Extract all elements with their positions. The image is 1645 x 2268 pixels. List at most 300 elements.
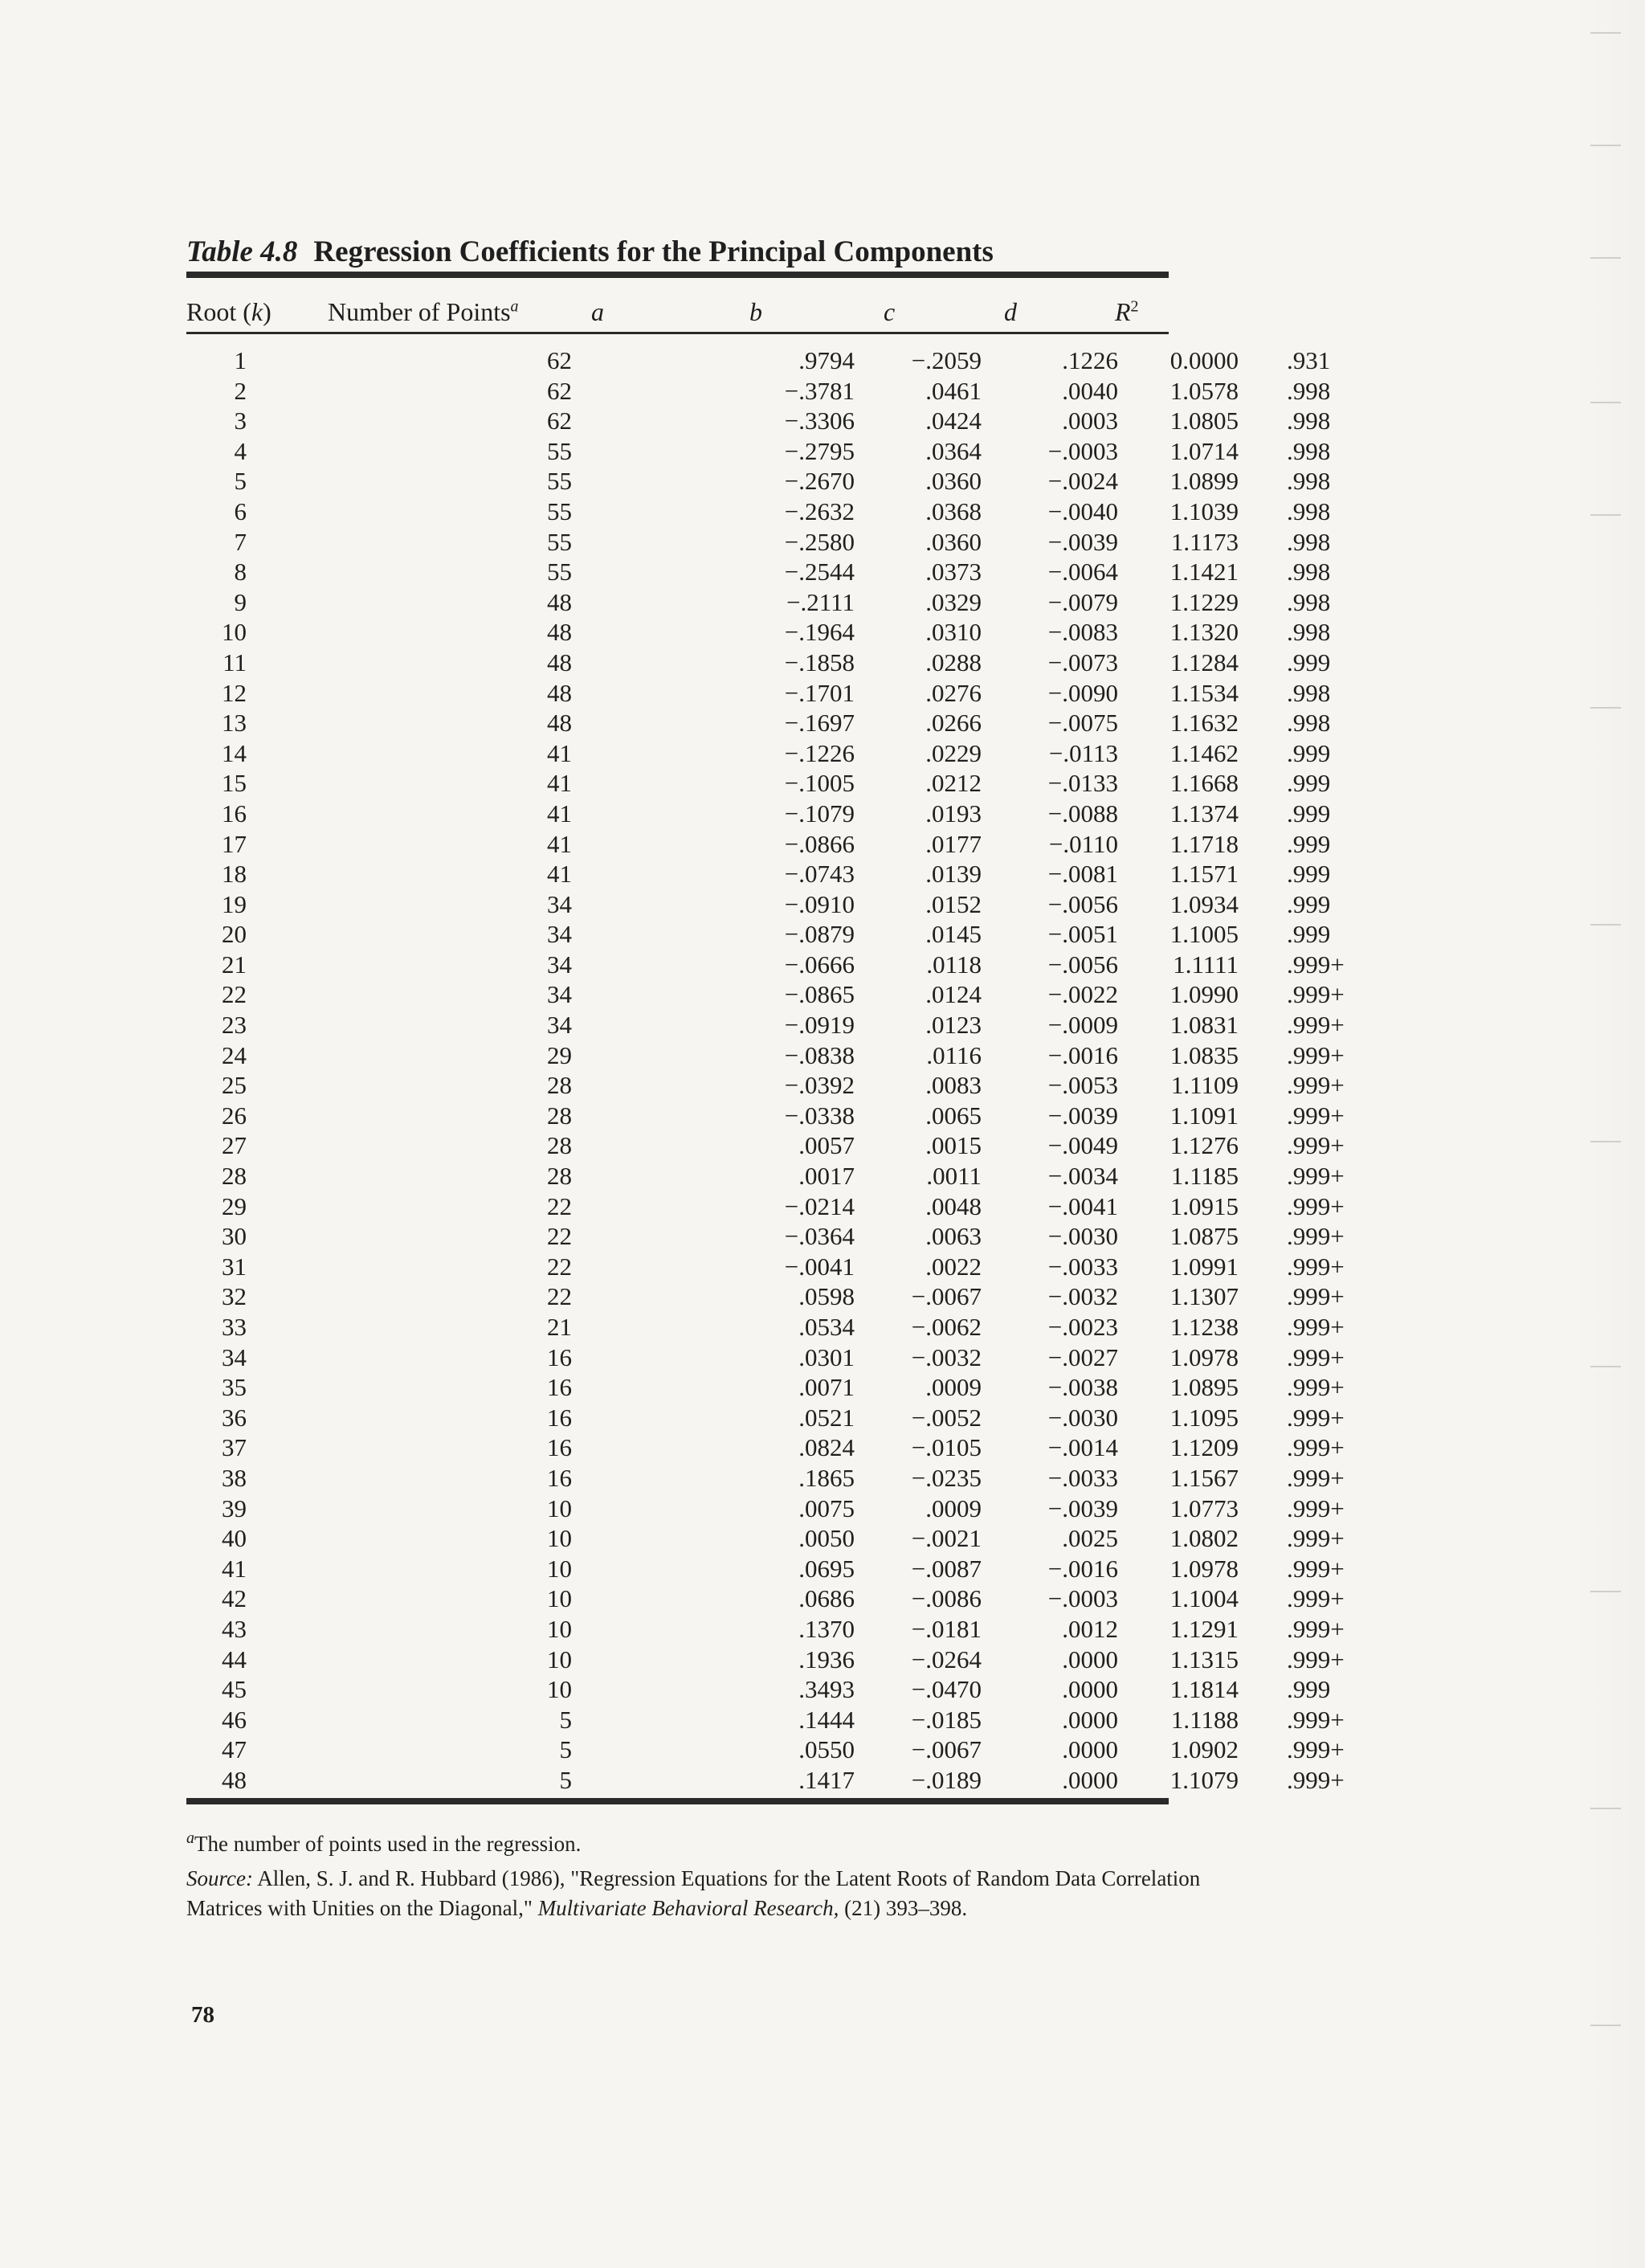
row-r-squared-cell: .999+ <box>1287 1645 1345 1673</box>
row-points-cell: 28 <box>547 1101 572 1130</box>
row-a-cell: .1417 <box>798 1765 855 1794</box>
header-r-squared: $R^2$ <box>1115 297 1139 326</box>
row-a-cell: −.0910 <box>784 889 855 918</box>
row-a-cell: −.0919 <box>784 1011 855 1040</box>
row-r-squared-cell: .998 <box>1287 587 1331 616</box>
table-row <box>186 1765 1345 1796</box>
row-d-cell: 1.1284 <box>1169 648 1239 676</box>
row-points-cell: 10 <box>547 1645 572 1673</box>
row-b-cell: .0368 <box>925 497 982 525</box>
row-root-cell: 20 <box>222 920 247 949</box>
table-row <box>186 769 1331 799</box>
table-row <box>186 1494 1345 1525</box>
row-d-cell: 1.0714 <box>1169 436 1239 465</box>
row-points-cell: 5 <box>559 1765 572 1794</box>
row-root-cell: 37 <box>222 1433 247 1462</box>
row-d-cell: 0.0000 <box>1169 346 1239 374</box>
row-c-cell: −.0024 <box>1047 467 1118 496</box>
row-b-cell: −.0470 <box>911 1675 982 1704</box>
row-a-cell: .0017 <box>798 1162 855 1191</box>
row-root-cell: 23 <box>222 1011 247 1040</box>
row-r-squared-cell: .999+ <box>1287 1494 1345 1522</box>
row-b-cell: .0424 <box>925 407 982 435</box>
row-r-squared-cell: .998 <box>1287 678 1331 707</box>
table-row <box>186 648 1331 679</box>
row-a-cell: .0598 <box>798 1282 855 1311</box>
table-row <box>186 1433 1345 1464</box>
row-a-cell: −.0666 <box>784 950 855 979</box>
row-points-cell: 22 <box>547 1252 572 1281</box>
row-b-cell: .0364 <box>925 436 982 465</box>
row-r-squared-cell: .999 <box>1287 799 1331 828</box>
row-d-cell: 1.1185 <box>1170 1162 1239 1191</box>
row-a-cell: −.2580 <box>784 527 855 556</box>
row-c-cell: .0040 <box>1062 376 1118 405</box>
row-points-cell: 62 <box>547 407 572 435</box>
row-c-cell: −.0133 <box>1047 769 1118 798</box>
row-root-cell: 40 <box>222 1524 247 1553</box>
row-root-cell: 15 <box>222 769 247 798</box>
row-c-cell: −.0056 <box>1047 889 1118 918</box>
row-b-cell: .0360 <box>925 467 982 496</box>
row-r-squared-cell: .999+ <box>1287 1705 1345 1734</box>
margin-mark <box>1590 2025 1621 2026</box>
row-c-cell: −.0079 <box>1047 587 1118 616</box>
row-r-squared-cell: .999+ <box>1287 1614 1345 1643</box>
row-root-cell: 11 <box>222 648 247 676</box>
row-b-cell: .0015 <box>925 1131 982 1160</box>
row-points-cell: 5 <box>559 1705 572 1734</box>
table-row <box>186 678 1331 709</box>
table-row <box>186 618 1331 648</box>
row-root-cell: 47 <box>222 1735 247 1764</box>
row-a-cell: .0071 <box>798 1373 855 1402</box>
row-root-cell: 1 <box>234 346 247 374</box>
table-row <box>186 1614 1345 1645</box>
row-a-cell: −.0838 <box>784 1040 855 1069</box>
row-r-squared-cell: .999+ <box>1287 1373 1345 1402</box>
row-points-cell: 41 <box>547 799 572 828</box>
row-r-squared-cell: .998 <box>1287 497 1331 525</box>
margin-mark <box>1590 145 1621 146</box>
row-d-cell: 1.0578 <box>1169 376 1239 405</box>
row-points-cell: 28 <box>547 1071 572 1100</box>
table-row <box>186 1222 1345 1253</box>
table-row <box>186 1645 1345 1676</box>
row-r-squared-cell: .999+ <box>1287 1765 1345 1794</box>
row-c-cell: −.0014 <box>1047 1433 1118 1462</box>
row-root-cell: 9 <box>234 587 247 616</box>
row-root-cell: 45 <box>222 1675 247 1704</box>
table-row <box>186 407 1331 437</box>
row-a-cell: .0824 <box>798 1433 855 1462</box>
table-row <box>186 436 1331 468</box>
row-root-cell: 39 <box>222 1494 247 1522</box>
footnote: $^a$The number of points used in the regression. <box>186 1829 582 1856</box>
row-c-cell: −.0039 <box>1047 1101 1118 1130</box>
row-b-cell: .0266 <box>925 709 982 738</box>
row-c-cell: .0025 <box>1062 1524 1118 1553</box>
top-rule <box>186 272 1169 278</box>
table-row <box>186 527 1331 558</box>
row-c-cell: −.0027 <box>1047 1342 1118 1371</box>
row-points-cell: 48 <box>547 618 572 647</box>
row-root-cell: 36 <box>222 1403 247 1432</box>
row-c-cell: −.0033 <box>1047 1252 1118 1281</box>
row-points-cell: 22 <box>547 1191 572 1220</box>
row-b-cell: .0116 <box>926 1040 982 1069</box>
row-root-cell: 7 <box>234 527 247 556</box>
row-c-cell: .1226 <box>1062 346 1118 374</box>
row-c-cell: −.0016 <box>1047 1040 1118 1069</box>
row-r-squared-cell: .998 <box>1287 558 1331 586</box>
row-points-cell: 22 <box>547 1222 572 1251</box>
row-points-cell: 29 <box>547 1040 572 1069</box>
table-row <box>186 799 1331 830</box>
row-c-cell: −.0088 <box>1047 799 1118 828</box>
row-root-cell: 22 <box>222 980 247 1009</box>
row-b-cell: .0009 <box>925 1373 982 1402</box>
row-d-cell: 1.0978 <box>1169 1554 1239 1583</box>
row-a-cell: −.1964 <box>784 618 855 647</box>
row-root-cell: 31 <box>222 1252 247 1281</box>
row-d-cell: 1.1238 <box>1169 1313 1239 1341</box>
row-points-cell: 16 <box>547 1373 572 1402</box>
table-row <box>186 558 1331 588</box>
row-a-cell: .0075 <box>798 1494 855 1522</box>
row-b-cell: .0124 <box>925 980 982 1009</box>
row-r-squared-cell: .999+ <box>1287 1433 1345 1462</box>
row-points-cell: 48 <box>547 648 572 676</box>
row-b-cell: .0360 <box>925 527 982 556</box>
margin-mark <box>1590 402 1621 403</box>
margin-mark <box>1590 1366 1621 1367</box>
row-r-squared-cell: .999 <box>1287 920 1331 949</box>
row-points-cell: 28 <box>547 1162 572 1191</box>
row-root-cell: 28 <box>222 1162 247 1191</box>
row-c-cell: −.0075 <box>1047 709 1118 738</box>
row-c-cell: −.0090 <box>1047 678 1118 707</box>
row-points-cell: 55 <box>547 497 572 525</box>
row-d-cell: 1.1668 <box>1169 769 1239 798</box>
row-a-cell: .0057 <box>798 1131 855 1160</box>
row-d-cell: 1.1421 <box>1169 558 1239 586</box>
row-r-squared-cell: .998 <box>1287 527 1331 556</box>
row-a-cell: −.2670 <box>784 467 855 496</box>
row-c-cell: −.0039 <box>1047 527 1118 556</box>
row-r-squared-cell: .999+ <box>1287 1101 1345 1130</box>
row-a-cell: −.2544 <box>784 558 855 586</box>
row-points-cell: 41 <box>547 769 572 798</box>
row-c-cell: −.0051 <box>1047 920 1118 949</box>
row-d-cell: 1.1374 <box>1169 799 1239 828</box>
row-a-cell: −.2795 <box>784 436 855 465</box>
coefficients-table <box>186 346 1345 1796</box>
row-b-cell: .0145 <box>925 920 982 949</box>
row-a-cell: −.0866 <box>784 829 855 858</box>
row-d-cell: 1.1004 <box>1169 1584 1239 1613</box>
row-points-cell: 41 <box>547 738 572 767</box>
row-b-cell: −.0105 <box>911 1433 982 1462</box>
row-r-squared-cell: .998 <box>1287 467 1331 496</box>
row-d-cell: 1.1315 <box>1169 1645 1239 1673</box>
row-r-squared-cell: .999+ <box>1287 1342 1345 1371</box>
row-r-squared-cell: .998 <box>1287 618 1331 647</box>
row-a-cell: −.3306 <box>784 407 855 435</box>
row-d-cell: 1.1534 <box>1169 678 1239 707</box>
row-d-cell: 1.1718 <box>1169 829 1239 858</box>
row-b-cell: −.0032 <box>911 1342 982 1371</box>
margin-mark <box>1590 1141 1621 1142</box>
row-b-cell: −.0067 <box>911 1282 982 1311</box>
margin-mark <box>1590 514 1621 516</box>
row-r-squared-cell: .999+ <box>1287 1313 1345 1341</box>
row-root-cell: 29 <box>222 1191 247 1220</box>
row-d-cell: 1.0802 <box>1169 1524 1239 1553</box>
row-d-cell: 1.1095 <box>1169 1403 1239 1432</box>
row-a-cell: .0534 <box>798 1313 855 1341</box>
row-a-cell: −.1079 <box>784 799 855 828</box>
row-a-cell: .9794 <box>798 346 855 374</box>
header-d: d <box>1004 297 1017 326</box>
row-root-cell: 19 <box>222 889 247 918</box>
row-points-cell: 34 <box>547 950 572 979</box>
row-points-cell: 41 <box>547 829 572 858</box>
row-d-cell: 1.0990 <box>1169 980 1239 1009</box>
row-c-cell: −.0040 <box>1047 497 1118 525</box>
row-a-cell: .0695 <box>798 1554 855 1583</box>
row-d-cell: 1.1229 <box>1169 587 1239 616</box>
row-r-squared-cell: .999 <box>1287 648 1331 676</box>
row-b-cell: .0152 <box>925 889 982 918</box>
page-number: 78 <box>191 2002 214 2028</box>
row-b-cell: .0276 <box>925 678 982 707</box>
table-row <box>186 1191 1345 1223</box>
row-a-cell: .0550 <box>798 1735 855 1764</box>
row-a-cell: −.0865 <box>784 980 855 1009</box>
row-a-cell: −.1226 <box>784 738 855 767</box>
row-c-cell: −.0030 <box>1047 1222 1118 1251</box>
row-root-cell: 4 <box>234 436 247 465</box>
row-d-cell: 1.0875 <box>1169 1222 1239 1251</box>
row-d-cell: 1.1039 <box>1169 497 1239 525</box>
row-c-cell: −.0038 <box>1047 1373 1118 1402</box>
row-points-cell: 34 <box>547 889 572 918</box>
row-a-cell: −.1005 <box>784 769 855 798</box>
margin-mark <box>1590 257 1621 259</box>
row-b-cell: −.0264 <box>911 1645 982 1673</box>
row-d-cell: 1.0902 <box>1169 1735 1239 1764</box>
table-row <box>186 1342 1345 1374</box>
row-d-cell: 1.1571 <box>1169 860 1239 889</box>
margin-mark <box>1590 1808 1621 1809</box>
table-row <box>186 1252 1345 1283</box>
row-d-cell: 1.1814 <box>1169 1675 1239 1704</box>
row-root-cell: 38 <box>222 1463 247 1492</box>
row-points-cell: 55 <box>547 527 572 556</box>
row-b-cell: .0011 <box>926 1162 982 1191</box>
row-r-squared-cell: .999+ <box>1287 1524 1345 1553</box>
row-b-cell: .0212 <box>925 769 982 798</box>
row-a-cell: −.1701 <box>784 678 855 707</box>
row-b-cell: .0009 <box>925 1494 982 1522</box>
table-row <box>186 1313 1345 1343</box>
row-points-cell: 48 <box>547 709 572 738</box>
table-row <box>186 1373 1345 1404</box>
row-root-cell: 5 <box>234 467 247 496</box>
row-c-cell: .0012 <box>1062 1614 1118 1643</box>
table-row <box>186 1403 1345 1434</box>
row-d-cell: 1.0978 <box>1169 1342 1239 1371</box>
row-root-cell: 25 <box>222 1071 247 1100</box>
row-root-cell: 10 <box>222 618 247 647</box>
margin-mark <box>1590 924 1621 926</box>
row-c-cell: −.0110 <box>1048 829 1118 858</box>
table-row <box>186 1735 1345 1766</box>
row-b-cell: .0123 <box>925 1011 982 1040</box>
row-c-cell: .0000 <box>1062 1765 1118 1794</box>
row-root-cell: 44 <box>222 1645 247 1673</box>
row-c-cell: −.0034 <box>1047 1162 1118 1191</box>
source-note: Source: Allen, S. J. and R. Hubbard (1986), "Regression Equations for the Latent Roots of Random Data Correlation Matrices with Unities on the Diagonal," Multivariate Behavioral Research, (21) 393–398. <box>186 1866 1201 1920</box>
row-root-cell: 26 <box>222 1101 247 1130</box>
row-root-cell: 46 <box>222 1705 247 1734</box>
table-row <box>186 467 1331 497</box>
row-r-squared-cell: .998 <box>1287 436 1331 465</box>
row-b-cell: −.0021 <box>911 1524 982 1553</box>
row-r-squared-cell: .999 <box>1287 1675 1331 1704</box>
row-b-cell: .0083 <box>925 1071 982 1100</box>
row-r-squared-cell: .999+ <box>1287 980 1345 1009</box>
row-points-cell: 62 <box>547 376 572 405</box>
row-a-cell: .1370 <box>798 1614 855 1643</box>
row-d-cell: 1.0915 <box>1169 1191 1239 1220</box>
table-title: Regression Coefficients for the Principal Components <box>313 235 994 268</box>
margin-mark <box>1590 1591 1621 1592</box>
row-d-cell: 1.1111 <box>1173 950 1239 979</box>
table-row <box>186 1675 1331 1706</box>
row-c-cell: −.0081 <box>1047 860 1118 889</box>
table-caption <box>186 235 1166 269</box>
row-c-cell: −.0030 <box>1047 1403 1118 1432</box>
row-r-squared-cell: .999+ <box>1287 1282 1345 1311</box>
row-r-squared-cell: .999+ <box>1287 1735 1345 1764</box>
row-root-cell: 8 <box>234 558 247 586</box>
table-row <box>186 950 1345 981</box>
row-root-cell: 43 <box>222 1614 247 1643</box>
row-a-cell: −.0392 <box>784 1071 855 1100</box>
row-d-cell: 1.0831 <box>1169 1011 1239 1040</box>
row-a-cell: −.3781 <box>784 376 855 405</box>
row-r-squared-cell: .999 <box>1287 829 1331 858</box>
row-a-cell: .1936 <box>798 1645 855 1673</box>
row-b-cell: .0022 <box>925 1252 982 1281</box>
row-root-cell: 32 <box>222 1282 247 1311</box>
header-b: b <box>749 297 762 326</box>
row-root-cell: 12 <box>222 678 247 707</box>
row-r-squared-cell: .999+ <box>1287 1071 1345 1100</box>
row-c-cell: −.0032 <box>1047 1282 1118 1311</box>
row-b-cell: .0229 <box>925 738 982 767</box>
row-a-cell: −.1697 <box>784 709 855 738</box>
row-r-squared-cell: .999 <box>1287 769 1331 798</box>
header-number-of-points: Number of Points$^a$ <box>328 297 519 326</box>
row-b-cell: −.0062 <box>911 1313 982 1341</box>
row-b-cell: −.0052 <box>911 1403 982 1432</box>
table-row <box>186 738 1331 770</box>
row-d-cell: 1.1005 <box>1169 920 1239 949</box>
row-d-cell: 1.1632 <box>1169 709 1239 738</box>
table-row <box>186 920 1331 950</box>
row-a-cell: .1444 <box>798 1705 855 1734</box>
row-root-cell: 34 <box>222 1342 247 1371</box>
row-b-cell: .0065 <box>925 1101 982 1130</box>
row-r-squared-cell: .999+ <box>1287 1403 1345 1432</box>
row-c-cell: −.0073 <box>1047 648 1118 676</box>
row-r-squared-cell: .999+ <box>1287 1191 1345 1220</box>
row-a-cell: −.0743 <box>784 860 855 889</box>
row-a-cell: .1865 <box>798 1463 855 1492</box>
row-r-squared-cell: .999+ <box>1287 1584 1345 1613</box>
header-rule <box>186 332 1169 334</box>
row-c-cell: .0000 <box>1062 1675 1118 1704</box>
row-root-cell: 16 <box>222 799 247 828</box>
row-b-cell: .0048 <box>925 1191 982 1220</box>
row-r-squared-cell: .999+ <box>1287 1554 1345 1583</box>
table-row <box>186 346 1331 377</box>
row-c-cell: −.0023 <box>1047 1313 1118 1341</box>
bottom-rule <box>186 1798 1169 1804</box>
row-root-cell: 21 <box>222 950 247 979</box>
row-d-cell: 1.1276 <box>1169 1131 1239 1160</box>
row-b-cell: −.0235 <box>911 1463 982 1492</box>
row-b-cell: .0329 <box>925 587 982 616</box>
row-r-squared-cell: .999+ <box>1287 1040 1345 1069</box>
row-c-cell: −.0039 <box>1047 1494 1118 1522</box>
row-b-cell: −.0087 <box>911 1554 982 1583</box>
row-d-cell: 1.0991 <box>1169 1252 1239 1281</box>
row-points-cell: 34 <box>547 920 572 949</box>
row-d-cell: 1.1188 <box>1170 1705 1239 1734</box>
row-root-cell: 6 <box>234 497 247 525</box>
row-root-cell: 41 <box>222 1554 247 1583</box>
row-points-cell: 10 <box>547 1524 572 1553</box>
table-row <box>186 587 1331 619</box>
row-r-squared-cell: .999+ <box>1287 1011 1345 1040</box>
row-d-cell: 1.1307 <box>1169 1282 1239 1311</box>
table-row <box>186 709 1331 739</box>
row-r-squared-cell: .931 <box>1287 346 1331 374</box>
margin-mark <box>1590 707 1621 709</box>
row-points-cell: 10 <box>547 1494 572 1522</box>
table-row <box>186 1463 1345 1494</box>
row-d-cell: 1.1079 <box>1169 1765 1239 1794</box>
row-root-cell: 30 <box>222 1222 247 1251</box>
row-d-cell: 1.1567 <box>1169 1463 1239 1492</box>
table-row <box>186 376 1331 407</box>
row-root-cell: 13 <box>222 709 247 738</box>
row-r-squared-cell: .998 <box>1287 407 1331 435</box>
row-root-cell: 14 <box>222 738 247 767</box>
row-c-cell: −.0033 <box>1047 1463 1118 1492</box>
row-a-cell: .0521 <box>798 1403 855 1432</box>
row-d-cell: 1.0805 <box>1169 407 1239 435</box>
table-row <box>186 1524 1345 1555</box>
row-c-cell: −.0056 <box>1047 950 1118 979</box>
table-row <box>186 829 1331 860</box>
row-b-cell: .0193 <box>925 799 982 828</box>
row-d-cell: 1.1109 <box>1170 1071 1239 1100</box>
